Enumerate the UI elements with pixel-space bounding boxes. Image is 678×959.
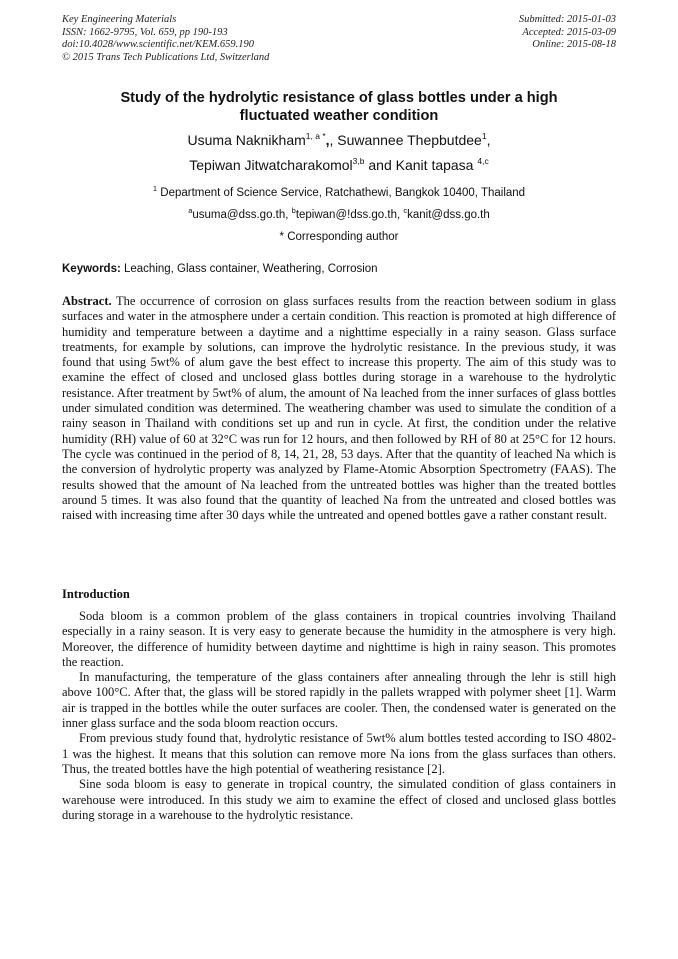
author-separator: , — [325, 132, 330, 148]
journal-doi: doi:10.4028/www.scientific.net/KEM.659.190 — [62, 39, 254, 51]
affiliation-block — [62, 182, 616, 248]
author-name: and Kanit tapasa — [364, 157, 478, 173]
introduction-heading: Introduction — [62, 587, 130, 601]
date-online: Online: 2015-08-18 — [532, 39, 616, 51]
paper-title — [62, 89, 616, 125]
email-superscript: b — [291, 206, 296, 215]
keywords-label: Keywords: — [62, 263, 121, 275]
journal-issn: ISSN: 1662-9795, Vol. 659, pp 190-193 — [62, 26, 228, 38]
email-address: usuma@dss.go.th, — [192, 209, 292, 221]
author-name: Usuma Naknikham — [187, 132, 306, 148]
journal-info — [62, 14, 269, 64]
publication-dates — [519, 14, 616, 52]
author-superscript: 3,b — [352, 156, 365, 166]
title-line-2: fluctuated weather condition — [239, 108, 439, 124]
date-accepted: Accepted: 2015-03-09 — [522, 26, 616, 38]
paragraph: Soda bloom is a common problem of the glass containers in tropical countries involving Thailand especially in a rainy season. It is very easy to generate because the humidity in the atmosphere is very high. Moreover, the difference of humidity between daytime and nighttime is high in rainy season. This promotes the reaction. — [62, 609, 616, 669]
affiliation-superscript: 1 — [152, 184, 158, 193]
affiliation — [62, 182, 616, 204]
email-superscript: c — [403, 206, 408, 215]
journal-name: Key Engineering Materials — [62, 14, 177, 25]
email-address: tepiwan@!dss.go.th, — [295, 209, 404, 221]
email-address: kanit@dss.go.th — [407, 209, 490, 221]
abstract — [62, 294, 616, 523]
journal-copyright: © 2015 Trans Tech Publications Ltd, Switzerland — [62, 51, 270, 63]
author-superscript: 1, a * — [305, 131, 326, 141]
author-list — [62, 128, 616, 178]
author-line-2 — [62, 153, 616, 178]
date-submitted: Submitted: 2015-01-03 — [518, 14, 616, 25]
keywords — [62, 262, 616, 276]
corresponding-author-note: * Corresponding author — [279, 231, 399, 243]
abstract-text: The occurrence of corrosion on glass surfaces results from the reaction between sodium in glass surfaces and water in the atmosphere under a certain condition. This reaction is promoted at high difference of humidity and temperature between a daytime and a nighttime especially in a rainy season. Glass surface treatments, for example by solutions, can improve the hydrolytic resistance. In the previous study, it was found that using 5wt% of alum gave the best effect to increase this property. The aim of this study was to examine the effect of closed and unclosed glass bottles during storage in a warehouse to the hydrolytic resistance. After treatment by 5wt% of alum, the amount of Na leached from the inner surfaces of glass bottles under simulated condition was determined. The weathering chamber was used to simulate the condition of a rainy season in Thailand with conditions set up and run in cycle. At first, the condition under the relative humidity (RH) value of 60 at 32°C was run for 12 hours, and then followed by RH of 80 at 25°C for 12 hours. The cycle was continued in the period of 8, 14, 21, 28, 53 days. After that the quantity of leached Na which is the conversion of hydrolytic property was analyzed by Flame-Atomic Absorption Spectrometry (FAAS). The results showed that the amount of Na leached from the untreated bottles was higher than the treated bottles around 5 times. It was also found that the quantity of leached Na from the untreated and closed bottles was raised with increasing time after 30 days while the untreated and opened bottles gave a rather constant result. — [62, 294, 616, 523]
author-line-1 — [62, 128, 616, 153]
author-superscript: 4,c — [477, 156, 489, 166]
author-name: Tepiwan Jitwatcharakomol — [189, 157, 353, 173]
email-list — [62, 204, 616, 226]
paragraph: From previous study found that, hydrolytic resistance of 5wt% alum bottles tested according to ISO 4802-1 was the highest. It means that this solution can remove more Na ions from the glass surfaces than others. Thus, the treated bottles have the high potential of weathering resistance [2]. — [62, 731, 616, 776]
affiliation-text: Department of Science Service, Ratchathewi, Bangkok 10400, Thailand — [157, 187, 526, 199]
author-superscript: 1 — [481, 131, 487, 141]
abstract-label: Abstract. — [62, 294, 112, 308]
keywords-text: Leaching, Glass container, Weathering, Corrosion — [120, 263, 378, 275]
paragraph: In manufacturing, the temperature of the glass containers after annealing through the lehr is still high above 100°C. After that, the glass will be stored rapidly in the pallets wrapped with polymer sheet [1]. Warm air is trapped in the bottles while the outer surfaces are cooler. Then, the condensed water is generated on the inner glass surface and the soda bloom reaction occurs. — [62, 670, 616, 731]
title-line-1: Study of the hydrolytic resistance of glass bottles under a high — [120, 90, 558, 106]
introduction-body — [62, 609, 616, 823]
author-name: , Suwannee Thepbutdee — [329, 132, 482, 148]
author-separator: , — [486, 132, 491, 148]
email-superscript: a — [188, 206, 193, 215]
paragraph: Sine soda bloom is easy to generate in tropical country, the simulated condition of glass containers in warehouse were introduced. In this study we aim to examine the effect of closed and unclosed glass bottles during storage in a warehouse to the hydrolytic resistance. — [62, 777, 616, 822]
